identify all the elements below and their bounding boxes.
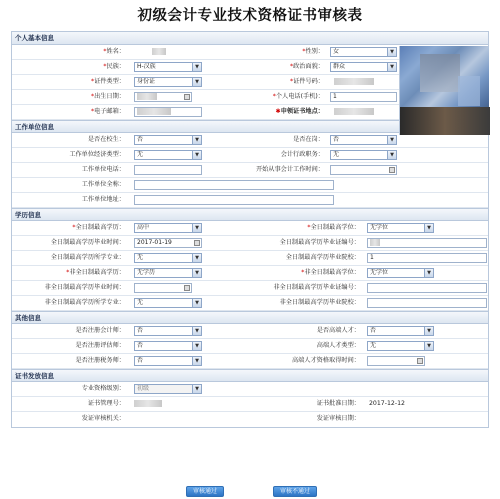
ft-school-label: 全日制最高学历毕业院校：: [285, 254, 360, 261]
ft-grad-time-label: 全日制最高学历毕业时间：: [50, 239, 125, 246]
unit-name-input[interactable]: [134, 180, 334, 190]
phone-input[interactable]: 1: [330, 92, 397, 102]
ft-grad-time-input[interactable]: 2017-01-19: [134, 238, 202, 248]
level-select[interactable]: 初级 ▼: [134, 384, 202, 394]
political-select[interactable]: 群众 ▼: [330, 62, 397, 72]
chevron-down-icon[interactable]: ▼: [192, 327, 201, 335]
calendar-icon[interactable]: [389, 167, 395, 173]
unit-phone-input[interactable]: [134, 165, 202, 175]
pt-major-select[interactable]: 无 ▼: [134, 298, 202, 308]
birth-label: 出生日期：: [94, 93, 125, 100]
gender-select[interactable]: 女 ▼: [330, 47, 397, 57]
ft-school-input[interactable]: 1: [367, 253, 487, 263]
chevron-down-icon[interactable]: ▼: [424, 269, 433, 277]
approve-button[interactable]: 审核通过: [186, 486, 224, 497]
admin-post-select[interactable]: 无 ▼: [330, 150, 397, 160]
cpa-label: 是否注册会计师：: [75, 327, 125, 334]
name-value: [152, 45, 166, 59]
chevron-down-icon[interactable]: ▼: [387, 136, 396, 144]
unit-addr-input[interactable]: [134, 195, 334, 205]
chevron-down-icon[interactable]: ▼: [192, 63, 201, 71]
section-work: 工作单位信息: [12, 120, 488, 133]
ft-degree-select[interactable]: 无学位 ▼: [367, 223, 434, 233]
ethnic-select[interactable]: H-汉族 ▼: [134, 62, 202, 72]
pt-school-label: 非全日制最高学历毕业院校：: [279, 299, 360, 306]
idtype-select[interactable]: 身份证 ▼: [134, 77, 202, 87]
chevron-down-icon[interactable]: ▼: [192, 342, 201, 350]
ethnic-label: 民族：: [106, 63, 125, 70]
chevron-down-icon[interactable]: ▼: [387, 63, 396, 71]
cert-no-value: [134, 397, 162, 411]
pt-cert-no-label: 非全日制最高学历毕业证编号：: [273, 284, 360, 291]
gender-label: 性别：: [305, 48, 324, 55]
chevron-down-icon[interactable]: ▼: [424, 327, 433, 335]
unit-name-label: 工作单位全称：: [81, 181, 125, 188]
idno-label: 证件号码：: [293, 78, 324, 85]
section-other: 其他信息: [12, 311, 488, 324]
phone-label: 个人电话(手机)：: [275, 93, 324, 100]
pt-grad-time-label: 非全日制最高学历毕业时间：: [44, 284, 125, 291]
ft-cert-no-label: 全日制最高学历毕业证编号：: [279, 239, 360, 246]
talent-type-label: 高端人才类型：: [316, 342, 360, 349]
pt-degree-label: 非全日制最高学位：: [304, 269, 360, 276]
calendar-icon[interactable]: [417, 358, 423, 364]
tax-select[interactable]: 否 ▼: [134, 356, 202, 366]
pt-edu-select[interactable]: 无学历 ▼: [134, 268, 202, 278]
chevron-down-icon[interactable]: ▼: [192, 78, 201, 86]
on-job-label: 是否在岗：: [293, 136, 324, 143]
reject-button[interactable]: 审核不通过: [273, 486, 317, 497]
cert-place-value: [334, 105, 374, 119]
chevron-down-icon[interactable]: ▼: [387, 48, 396, 56]
chevron-down-icon[interactable]: ▼: [192, 299, 201, 307]
high-end-select[interactable]: 否 ▼: [367, 326, 434, 336]
at-school-select[interactable]: 否 ▼: [134, 135, 202, 145]
issuer-label: 发证审核机关：: [81, 415, 125, 422]
issue-date-label: 发证审核日期：: [316, 415, 360, 422]
talent-time-input[interactable]: [367, 356, 425, 366]
chevron-down-icon[interactable]: ▼: [387, 151, 396, 159]
start-time-input[interactable]: [330, 165, 397, 175]
level-label: 专业资格级别：: [81, 385, 125, 392]
chevron-down-icon[interactable]: ▼: [192, 254, 201, 262]
email-input[interactable]: [134, 107, 202, 117]
high-end-label: 是否高端人才：: [316, 327, 360, 334]
section-education: 学历信息: [12, 208, 488, 221]
unit-type-label: 工作单位经济类型：: [69, 151, 125, 158]
applicant-photo: [399, 46, 489, 135]
ft-major-label: 全日制最高学历所学专业：: [50, 254, 125, 261]
appraiser-select[interactable]: 否 ▼: [134, 341, 202, 351]
ft-major-select[interactable]: 无 ▼: [134, 253, 202, 263]
email-label: 电子邮箱：: [94, 108, 125, 115]
cert-no-label: 证书管理号：: [87, 400, 125, 407]
unit-addr-label: 工作单位地址：: [81, 196, 125, 203]
pt-edu-label: 非全日制最高学历：: [69, 269, 125, 276]
chevron-down-icon[interactable]: ▼: [192, 357, 201, 365]
chevron-down-icon[interactable]: ▼: [192, 224, 201, 232]
chevron-down-icon[interactable]: ▼: [192, 269, 201, 277]
on-job-select[interactable]: 否 ▼: [330, 135, 397, 145]
cert-place-label: 申领证书地点：: [280, 108, 324, 115]
unit-phone-label: 工作单位电话：: [81, 166, 125, 173]
chevron-down-icon[interactable]: ▼: [192, 151, 201, 159]
unit-type-select[interactable]: 无 ▼: [134, 150, 202, 160]
ft-cert-no-input[interactable]: [367, 238, 487, 248]
name-label: 姓名：: [106, 48, 125, 55]
button-bar: [11, 484, 489, 499]
talent-time-label: 高端人才资格取得时间：: [291, 357, 360, 364]
pt-degree-select[interactable]: 无学位 ▼: [367, 268, 434, 278]
cpa-select[interactable]: 否 ▼: [134, 326, 202, 336]
political-label: 政治面貌：: [293, 63, 324, 70]
page-title: 初级会计专业技术资格证书审核表: [137, 7, 363, 24]
idno-value: [334, 75, 374, 89]
personal-block: *姓名： *性别： 女 ▼ *民族： H-汉族 ▼ *政治面貌： 群众 ▼ *证件类型： 身份证 ▼ *证件号码： *出生日期： *个人电话(手机)： 1 *电子邮箱： ✱申领证书地点：: [12, 45, 488, 120]
ft-degree-label: 全日制最高学位：: [310, 224, 360, 231]
chevron-down-icon[interactable]: ▼: [192, 385, 201, 393]
review-form: 个人基本信息 *姓名： *性别： 女 ▼ *民族： H-汉族 ▼ *政治面貌： 群众 ▼ *证件类型： 身份证 ▼ *证件号码： *出生日期： *个人电话(手机)： 1 *电子邮箱： ✱申领证书地点： 工作单位信息 是否在校生： 否 ▼ 是否在岗： 否 ▼ 工作单位经济类型： 无 ▼ 会计行政职务： 无 ▼ 工作单位电话： 开始从事会计工作时间： 工作单位全称： 工作单位地址： 学历信息 *全日制最高学历： 高中 ▼ *全日制最高学位： 无学位 ▼ 全日制最高学历毕业时间： 2017-01-19 全日制最高学历毕业证编号： 全日制最高学历所学专业： 无 ▼ 全日制最高学历毕业院校： 1 *非全日制最高学历： 无学历 ▼ *非全日制最高学位： 无学位 ▼ 非全日制最高学历毕业时间： 非全日制最高学历毕业证编号： 非全日制最高学历所学专业： 无 ▼ 非全日制最高学历毕业院校： 其他信息 是否注册会计师： 否 ▼ 是否高端人才： 否 ▼ 是否注册评估师： 否 ▼ 高端人才类型： 无 ▼ 是否注册税务师： 否 ▼ 高端人才资格取得时间： 证书发放信息 专业资格级别： 初级 ▼ 证书管理号： 证书批准日期： 2017-12-12 发证审核机关： 发证审核日期：: [11, 31, 489, 428]
start-time-label: 开始从事会计工作时间：: [255, 166, 324, 173]
calendar-icon[interactable]: [194, 240, 200, 246]
pt-school-input[interactable]: [367, 298, 487, 308]
chevron-down-icon[interactable]: ▼: [424, 224, 433, 232]
calendar-icon[interactable]: [184, 94, 190, 100]
idno-redacted: [334, 78, 374, 85]
at-school-label: 是否在校生：: [87, 136, 125, 143]
birth-date-input[interactable]: [134, 92, 192, 102]
approve-date-value: 2017-12-12: [369, 400, 405, 407]
pt-major-label: 非全日制最高学历所学专业：: [44, 299, 125, 306]
ft-edu-select[interactable]: 高中 ▼: [134, 223, 202, 233]
appraiser-label: 是否注册评估师：: [75, 342, 125, 349]
pt-cert-no-input[interactable]: [367, 283, 487, 293]
section-personal: 个人基本信息: [12, 32, 488, 45]
admin-post-label: 会计行政职务：: [280, 151, 324, 158]
name-redacted: [152, 48, 166, 55]
ft-edu-label: 全日制最高学历：: [75, 224, 125, 231]
calendar-icon[interactable]: [184, 285, 190, 291]
chevron-down-icon[interactable]: ▼: [192, 136, 201, 144]
chevron-down-icon[interactable]: ▼: [424, 342, 433, 350]
idtype-label: 证件类型：: [94, 78, 125, 85]
approve-date-label: 证书批准日期：: [316, 400, 360, 407]
talent-type-select[interactable]: 无 ▼: [367, 341, 434, 351]
tax-label: 是否注册税务师：: [75, 357, 125, 364]
pt-grad-time-input[interactable]: [134, 283, 192, 293]
section-cert: 证书发放信息: [12, 369, 488, 382]
